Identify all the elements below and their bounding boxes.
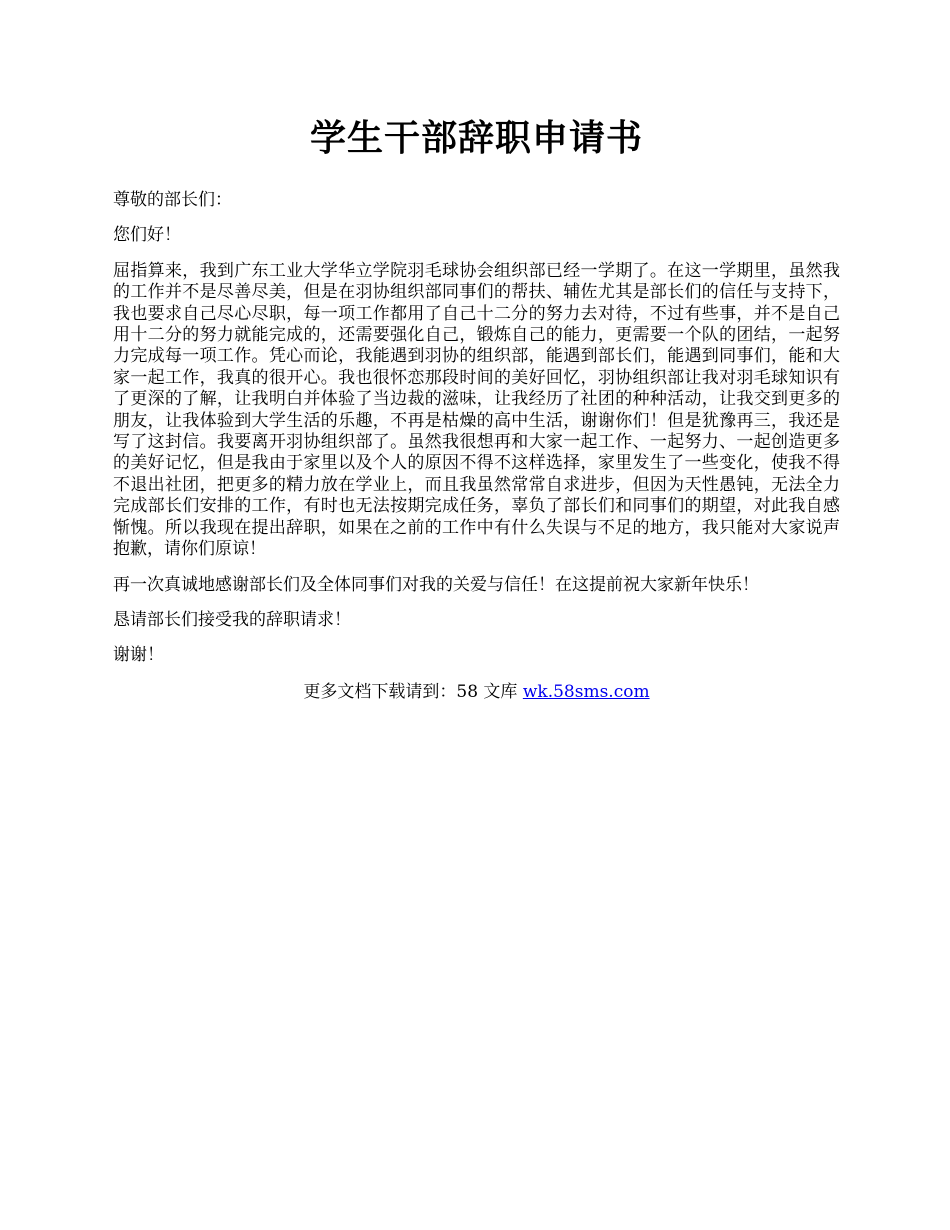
closing: 谢谢！ [113, 645, 164, 666]
thanks-paragraph: 再一次真诚地感谢部长们及全体同事们对我的关爱与信任！在这提前祝大家新年快乐！ [113, 574, 759, 595]
footer-prefix: 更多文档下载请到：58 文库 [303, 681, 523, 702]
footer-link[interactable]: wk.58sms.com [522, 681, 650, 702]
body-paragraph: 屈指算来，我到广东工业大学华立学院羽毛球协会组织部已经一学期了。在这一学期里，虽然我的工作并不是尽善尽美，但是在羽协组织部同事们的帮扶、辅佐尤其是部长们的信任与支持下，我也要求自己尽心尽职，每一项工作都用了自己十二分的努力去对待，不过有些事，并不是自己用十二分的努力就能完成的，还需要强化自己，锻炼自己的能力，更需要一个队的团结，一起努力完成每一项工作。凭心而论，我能遇到羽协的组织部，能遇到部长们，能遇到同事们，能和大家一起工作，我真的很开心。我也很怀恋那段时间的美好回忆，羽协组织部让我对羽毛球知识有了更深的了解，让我明白并体验了当边裁的滋味，让我经历了社团的种种活动，让我交到更多的朋友，让我体验到大学生活的乐趣，不再是枯燥的高中生活，谢谢你们！但是犹豫再三，我还是写了这封信。我要离开羽协组织部了。虽然我很想再和大家一起工作、一起努力、一起创造更多的美好记忆，但是我由于家里以及个人的原因不得不这样选择，家里发生了一些变化，使我不得不退出社团，把更多的精力放在学业上，而且我虽然常常自求进步，但因为天性愚钝，无法全力完成部长们安排的工作，有时也无法按期完成任务，辜负了部长们和同事们的期望，对此我自感惭愧。所以我现在提出辞职，如果在之前的工作中有什么失误与不足的地方，我只能对大家说声抱歉，请你们原谅！ [113, 260, 840, 560]
document-page [113, 112, 840, 703]
greeting: 您们好！ [113, 225, 181, 246]
download-footer [113, 681, 840, 703]
document-title: 学生干部辞职申请书 [309, 117, 643, 159]
request-paragraph: 恳请部长们接受我的辞职请求！ [113, 609, 351, 630]
salutation: 尊敬的部长们： [113, 190, 232, 210]
